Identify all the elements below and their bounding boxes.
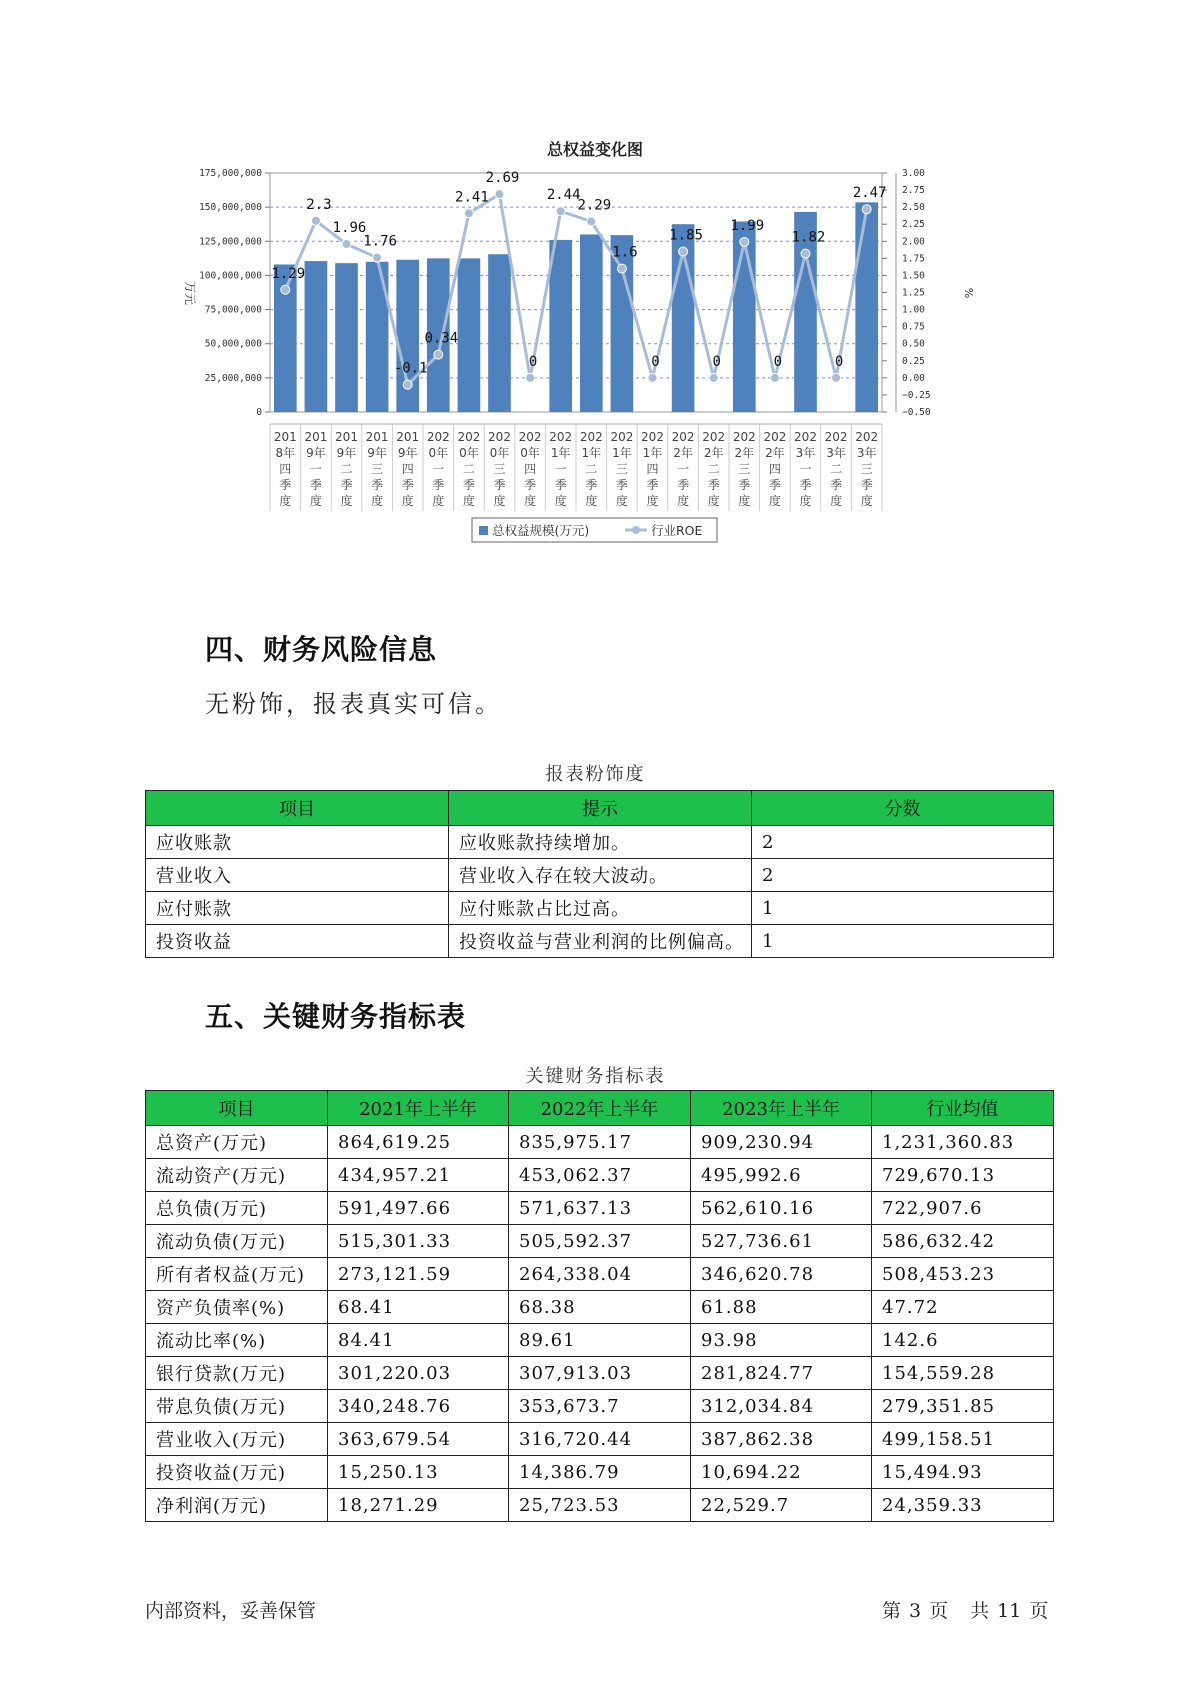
x-tick-label: 二 [585,462,598,476]
legend-bar-swatch [479,526,488,535]
y-tick-label: 125,000,000 [199,236,262,248]
y2-tick-label: 0.00 [902,372,925,384]
x-tick-label: 一 [799,462,812,476]
x-tick-label: 季 [462,478,475,492]
roe-point [709,373,718,382]
x-tick-label: 202 [579,430,603,444]
x-tick-label: 四 [646,462,659,476]
kpi-table-cell: 22,529.7 [691,1489,872,1522]
legend-bar-label: 总权益规模(万元) [492,523,590,538]
legend-line-label: 行业ROE [651,523,703,538]
risk-table-cell: 投资收益 [146,925,449,958]
kpi-table-cell: 316,720.44 [509,1423,691,1456]
x-tick-label: 9年 [336,446,357,460]
kpi-table-row [146,1126,1054,1159]
x-tick-label: 0年 [428,446,449,460]
x-tick-label: 1年 [550,446,571,460]
kpi-table-cell: 273,121.59 [328,1258,509,1291]
roe-data-label: 0 [834,353,844,370]
footer-page-prefix: 第 [882,1600,902,1622]
kpi-table-cell: 营业收入(万元) [146,1423,328,1456]
equity-bar [335,263,358,412]
y2-tick-label: 1.25 [902,287,925,299]
x-tick-label: 度 [524,494,537,508]
risk-table-row [146,892,1054,925]
x-tick-label: 季 [768,478,781,492]
x-tick-label: 季 [615,478,628,492]
x-tick-label: 度 [799,494,812,508]
kpi-table-row [146,1390,1054,1423]
kpi-table-cell: 1,231,360.83 [872,1126,1054,1159]
y-tick-label: 175,000,000 [199,168,262,179]
x-tick-label: 3年 [856,446,877,460]
risk-table-cell: 应收账款持续增加。 [449,826,752,859]
x-tick-label: 9年 [306,446,326,460]
x-tick-label: 202 [488,430,511,444]
x-tick-label: 0年 [459,446,479,460]
roe-point [495,190,504,199]
x-tick-label: 季 [860,478,873,492]
footer-total-num: 11 [997,1600,1022,1622]
x-tick-label: 二 [462,462,475,476]
kpi-table-header-row [146,1091,1054,1126]
kpi-header-item: 项目 [146,1091,328,1126]
roe-data-label: 0 [528,353,538,370]
x-tick-label: 季 [309,478,322,492]
x-tick-label: 2年 [673,446,693,460]
kpi-table-cell: 84.41 [328,1324,509,1357]
kpi-table-cell: 505,592.37 [509,1225,691,1258]
roe-data-label: 2.44 [546,187,581,204]
x-tick-label: 8年 [275,446,296,460]
roe-point [342,240,351,249]
kpi-table-row [146,1456,1054,1489]
equity-chart-svg [170,135,1020,595]
equity-bar [855,202,878,412]
x-tick-label: 度 [615,494,628,508]
section4-heading: 四、财务风险信息 [205,633,438,666]
roe-point [556,207,565,216]
x-tick-label: 度 [401,494,414,508]
risk-table-cell: 2 [752,826,1054,859]
x-tick-label: 度 [309,494,322,508]
y2-tick-label: 1.75 [902,253,925,265]
roe-point [587,217,596,226]
x-tick-label: 202 [457,430,481,444]
kpi-table-cell: 142.6 [872,1324,1054,1357]
kpi-table-cell: 835,975.17 [509,1126,691,1159]
y2-tick-label: 2.25 [902,219,925,231]
y2-tick-label: −0.25 [902,389,931,401]
x-tick-label: 202 [426,430,450,444]
x-tick-label: 202 [824,430,848,444]
risk-table-row [146,826,1054,859]
equity-bar [305,261,328,412]
risk-table-cell: 应付账款占比过高。 [449,892,752,925]
kpi-table-cell: 864,619.25 [328,1126,509,1159]
x-tick-label: 四 [279,462,292,476]
y2-tick-label: −0.50 [902,407,931,418]
kpi-table-cell: 453,062.37 [509,1159,691,1192]
risk-table-row [146,925,1054,958]
kpi-header-2023: 2023年上半年 [691,1091,872,1126]
y2-tick-label: 3.00 [902,168,925,179]
kpi-table-cell: 729,670.13 [872,1159,1054,1192]
kpi-table-caption: 关键财务指标表 [525,1066,666,1087]
kpi-table-cell: 301,220.03 [328,1357,509,1390]
roe-point [373,253,382,262]
x-tick-label: 202 [702,430,726,444]
y-tick-label: 100,000,000 [199,270,262,282]
x-tick-label: 度 [371,494,384,508]
x-tick-label: 季 [738,478,751,492]
x-tick-label: 202 [794,430,817,444]
footer-page-number [882,1596,1056,1623]
kpi-table-cell: 387,862.38 [691,1423,872,1456]
kpi-table-cell: 154,559.28 [872,1357,1054,1390]
y2-tick-label: 2.75 [902,185,925,197]
roe-point [464,209,473,218]
y2-tick-label: 0.50 [902,338,925,350]
x-tick-label: 度 [279,494,292,508]
kpi-table-cell: 流动负债(万元) [146,1225,328,1258]
roe-point [770,373,779,382]
x-tick-label: 四 [401,462,414,476]
x-tick-label: 三 [615,462,628,476]
kpi-table-cell: 508,453.23 [872,1258,1054,1291]
risk-table-cell: 1 [752,925,1054,958]
roe-data-label: 1.82 [791,229,826,246]
x-tick-label: 季 [340,478,353,492]
kpi-table-cell: 流动资产(万元) [146,1159,328,1192]
kpi-table-cell: 所有者权益(万元) [146,1258,328,1291]
roe-data-label: 0.34 [424,330,459,347]
kpi-table-cell: 带息负债(万元) [146,1390,328,1423]
roe-data-label: 2.47 [852,185,887,202]
y-tick-label: 25,000,000 [204,372,262,384]
x-tick-label: 二 [340,462,353,476]
y2-tick-label: 1.00 [902,304,925,316]
risk-table-cell: 营业收入 [146,859,449,892]
kpi-table-cell: 586,632.42 [872,1225,1054,1258]
kpi-table-cell: 10,694.22 [691,1456,872,1489]
roe-point [648,373,657,382]
kpi-table-cell: 投资收益(万元) [146,1456,328,1489]
x-tick-label: 202 [732,430,756,444]
roe-data-label: 2.29 [577,197,612,214]
x-tick-label: 季 [401,478,414,492]
x-tick-label: 202 [518,430,542,444]
x-tick-label: 1年 [581,446,602,460]
x-tick-label: 度 [677,494,690,508]
y-tick-label: 50,000,000 [204,338,262,350]
kpi-table-row [146,1225,1054,1258]
x-tick-label: 3年 [795,446,816,460]
roe-data-label: 2.3 [306,196,332,213]
kpi-table-row [146,1357,1054,1390]
x-tick-label: 度 [554,494,567,508]
kpi-table-cell: 18,271.29 [328,1489,509,1522]
x-tick-label: 度 [493,494,506,508]
risk-table-cell: 应付账款 [146,892,449,925]
y2-tick-label: 1.50 [902,270,925,282]
x-tick-label: 三 [738,462,751,476]
risk-table-cell: 1 [752,892,1054,925]
kpi-table-cell: 净利润(万元) [146,1489,328,1522]
kpi-table-cell: 312,034.84 [691,1390,872,1423]
kpi-table-cell: 总资产(万元) [146,1126,328,1159]
x-tick-label: 202 [549,430,573,444]
x-tick-label: 202 [641,430,664,444]
roe-point [311,216,320,225]
x-tick-label: 一 [554,462,567,476]
kpi-table-cell: 571,637.13 [509,1192,691,1225]
x-tick-label: 季 [279,478,292,492]
x-tick-label: 度 [432,494,445,508]
x-tick-label: 度 [340,494,353,508]
kpi-table-cell: 资产负债率(%) [146,1291,328,1324]
legend-line-marker [632,526,640,534]
kpi-table-cell: 15,494.93 [872,1456,1054,1489]
kpi-table-cell: 353,673.7 [509,1390,691,1423]
roe-data-label: 1.29 [271,265,306,282]
x-tick-label: 三 [371,462,384,476]
kpi-table-cell: 363,679.54 [328,1423,509,1456]
kpi-table-cell: 15,250.13 [328,1456,509,1489]
x-tick-label: 0年 [489,446,510,460]
x-tick-label: 季 [646,478,659,492]
roe-point [526,373,535,382]
roe-data-label: 1.85 [669,227,703,244]
y-axis-label: 万元 [183,280,197,306]
risk-header-hint: 提示 [449,791,752,826]
x-tick-label: 季 [830,478,843,492]
roe-point [281,285,290,294]
kpi-header-2021: 2021年上半年 [328,1091,509,1126]
kpi-table-cell: 68.41 [328,1291,509,1324]
x-tick-label: 度 [707,494,720,508]
roe-point [679,247,688,256]
kpi-table-row [146,1489,1054,1522]
equity-bar [580,234,603,412]
x-tick-label: 201 [335,430,358,444]
x-tick-label: 202 [855,430,879,444]
y-tick-label: 150,000,000 [199,202,262,214]
x-tick-label: 2年 [765,446,785,460]
x-tick-label: 季 [677,478,690,492]
kpi-table-cell: 总负债(万元) [146,1192,328,1225]
x-tick-label: 201 [304,430,328,444]
kpi-table-cell: 14,386.79 [509,1456,691,1489]
kpi-table-row [146,1159,1054,1192]
x-tick-label: 度 [830,494,843,508]
kpi-table-cell: 68.38 [509,1291,691,1324]
kpi-table-row [146,1258,1054,1291]
x-tick-label: 9年 [367,446,387,460]
equity-bar [488,254,511,412]
x-tick-label: 季 [799,478,812,492]
equity-bar [733,221,756,412]
roe-point [862,205,871,214]
roe-point [434,350,443,359]
x-tick-label: 季 [554,478,567,492]
x-tick-label: 201 [273,430,297,444]
x-tick-label: 202 [671,430,695,444]
x-tick-label: 季 [585,478,598,492]
kpi-table-cell: 527,736.61 [691,1225,872,1258]
kpi-table-cell: 93.98 [691,1324,872,1357]
risk-table-cell: 投资收益与营业利润的比例偏高。 [449,925,752,958]
footer-total-unit: 页 [1029,1600,1049,1622]
kpi-table-cell: 346,620.78 [691,1258,872,1291]
kpi-table-cell: 24,359.33 [872,1489,1054,1522]
roe-data-label: 2.69 [485,170,520,187]
x-tick-label: 季 [707,478,720,492]
footer-page-unit: 页 [929,1600,949,1622]
plot-area [270,173,882,412]
x-tick-label: 0年 [520,446,540,460]
roe-point [740,237,749,246]
y2-tick-label: 2.50 [902,202,925,214]
risk-table-header-row [146,791,1054,826]
y2-tick-label: 0.25 [902,355,925,367]
x-tick-label: 季 [432,478,445,492]
roe-data-label: 0 [773,353,783,370]
kpi-table-cell: 25,723.53 [509,1489,691,1522]
risk-table-cell: 营业收入存在较大波动。 [449,859,752,892]
x-tick-label: 度 [585,494,598,508]
x-tick-label: 9年 [397,446,418,460]
x-tick-label: 四 [524,462,537,476]
kpi-table-cell: 434,957.21 [328,1159,509,1192]
risk-table [145,790,1054,958]
x-tick-label: 季 [493,478,506,492]
section4-paragraph: 无粉饰，报表真实可信。 [205,690,502,718]
kpi-table-cell: 562,610.16 [691,1192,872,1225]
roe-data-label: 1.96 [332,220,367,237]
kpi-table-cell: 89.61 [509,1324,691,1357]
x-tick-label: 四 [768,462,781,476]
kpi-table-cell: 495,992.6 [691,1159,872,1192]
roe-data-label: 1.76 [363,233,397,250]
kpi-table [145,1090,1054,1522]
risk-header-item: 项目 [146,791,449,826]
x-tick-label: 2年 [703,446,724,460]
equity-bar [549,240,572,412]
x-tick-label: 202 [763,430,787,444]
footer-total-prefix: 共 [970,1600,990,1622]
kpi-table-cell: 307,913.03 [509,1357,691,1390]
x-tick-label: 二 [707,462,720,476]
x-tick-label: 度 [646,494,659,508]
x-tick-label: 二 [830,462,843,476]
x-tick-label: 度 [860,494,873,508]
kpi-table-row [146,1423,1054,1456]
kpi-table-cell: 61.88 [691,1291,872,1324]
x-tick-label: 度 [462,494,475,508]
kpi-header-industry: 行业均值 [872,1091,1054,1126]
x-tick-label: 季 [524,478,537,492]
risk-header-score: 分数 [752,791,1054,826]
kpi-table-cell: 591,497.66 [328,1192,509,1225]
kpi-table-cell: 银行贷款(万元) [146,1357,328,1390]
equity-bar [458,258,481,412]
section5-heading: 五、关键财务指标表 [205,1000,467,1033]
roe-point [832,373,841,382]
y2-tick-label: 2.00 [902,236,925,248]
kpi-table-row [146,1192,1054,1225]
kpi-table-cell: 515,301.33 [328,1225,509,1258]
risk-table-cell: 2 [752,859,1054,892]
risk-table-row [146,859,1054,892]
x-tick-label: 三 [493,462,506,476]
y-tick-label: 0 [256,407,262,418]
risk-table-cell: 应收账款 [146,826,449,859]
kpi-table-cell: 909,230.94 [691,1126,872,1159]
kpi-header-2022: 2022年上半年 [509,1091,691,1126]
roe-point [801,249,810,258]
kpi-table-cell: 264,338.04 [509,1258,691,1291]
kpi-table-cell: 281,824.77 [691,1357,872,1390]
footer-confidential: 内部资料，妥善保管 [145,1600,317,1622]
equity-bar [611,235,634,412]
roe-data-label: 2.41 [455,189,489,206]
x-tick-label: 201 [365,430,389,444]
y2-axis-label: % [962,287,975,299]
footer-page-num: 3 [909,1600,922,1622]
x-tick-label: 201 [396,430,420,444]
kpi-table-row [146,1324,1054,1357]
kpi-table-cell: 499,158.51 [872,1423,1054,1456]
roe-data-label: 1.6 [612,244,638,261]
roe-data-label: 0 [712,353,721,370]
equity-chart [170,135,1020,595]
x-tick-label: 一 [309,462,322,476]
chart-title: 总权益变化图 [546,140,644,159]
x-tick-label: 度 [768,494,781,508]
roe-data-label: 0 [651,353,660,370]
x-tick-label: 一 [432,462,445,476]
y-tick-label: 75,000,000 [204,304,262,316]
kpi-table-cell: 722,907.6 [872,1192,1054,1225]
kpi-table-cell: 279,351.85 [872,1390,1054,1423]
x-tick-label: 3年 [826,446,846,460]
x-tick-label: 1年 [642,446,663,460]
x-tick-label: 度 [738,494,751,508]
kpi-table-cell: 340,248.76 [328,1390,509,1423]
kpi-table-row [146,1291,1054,1324]
roe-data-label: -0.1 [393,360,428,377]
kpi-table-cell: 47.72 [872,1291,1054,1324]
x-tick-label: 1年 [612,446,632,460]
roe-data-label: 1.99 [730,217,765,234]
risk-table-caption: 报表粉饰度 [545,764,646,785]
x-tick-label: 2年 [734,446,755,460]
x-tick-label: 季 [371,478,384,492]
roe-point [617,264,626,273]
roe-point [403,380,412,389]
x-tick-label: 一 [677,462,690,476]
y2-tick-label: 0.75 [902,321,925,333]
kpi-table-cell: 流动比率(%) [146,1324,328,1357]
x-tick-label: 202 [610,430,634,444]
x-tick-label: 三 [860,462,873,476]
